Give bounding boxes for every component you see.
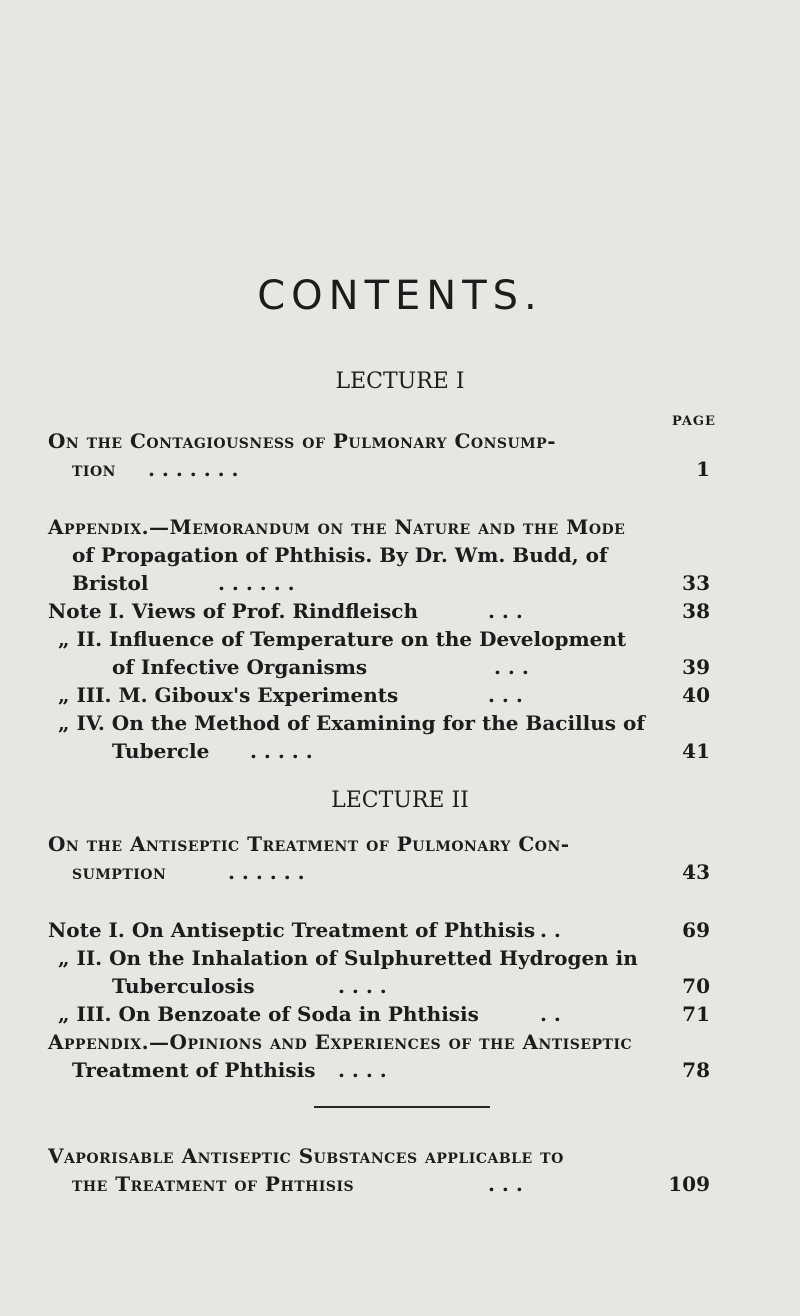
leader-dots: . . . . . . [228, 860, 305, 884]
leader-dots: . . . [494, 655, 529, 679]
toc-entry-text: „ II. On the Inhalation of Sulphuretted Hydrogen in [58, 946, 638, 970]
page-number: 69 [682, 918, 710, 942]
lecture-2-heading: LECTURE II [331, 788, 469, 813]
page-number: 71 [682, 1002, 710, 1026]
toc-entry-text: Bristol [72, 571, 149, 595]
toc-entry-text: Tubercle [112, 739, 210, 763]
page-number: 70 [682, 974, 710, 998]
toc-entry-text: „ II. Influence of Temperature on the Development [58, 627, 627, 651]
page-column-header: PAGE [672, 414, 716, 429]
toc-entry-text: Appendix.—Memorandum on the Nature and the Mode [48, 515, 626, 539]
toc-entry-text: Appendix.—Opinions and Experiences of the Antiseptic [48, 1030, 633, 1054]
leader-dots: . . . . [338, 974, 387, 998]
leader-dots: . . . . [338, 1058, 387, 1082]
leader-dots: . . . . . . . [148, 457, 239, 481]
section-divider [314, 1106, 490, 1108]
toc-entry-text: Tuberculosis [112, 974, 255, 998]
leader-dots: . . . [488, 683, 523, 707]
toc-entry-text: Treatment of Phthisis [72, 1058, 316, 1082]
toc-entry-text: the Treatment of Phthisis [72, 1172, 355, 1196]
leader-dots: . . [540, 1002, 561, 1026]
leader-dots: . . . . . . [218, 571, 295, 595]
page-number: 33 [682, 571, 710, 595]
toc-entry-text: Vaporisable Antiseptic Substances applicable to [48, 1144, 564, 1168]
page-number: 38 [682, 599, 710, 623]
toc-entry-text: „ III. M. Giboux's Experiments [58, 683, 399, 707]
page-number: 1 [696, 457, 710, 481]
page-number: 43 [682, 860, 710, 884]
leader-dots: . . . . . [250, 739, 313, 763]
leader-dots: . . [540, 918, 561, 942]
toc-entry-text: „ III. On Benzoate of Soda in Phthisis [58, 1002, 479, 1026]
lecture-1-heading: LECTURE I [335, 369, 465, 394]
toc-entry-text: tion [72, 457, 116, 481]
page-title: CONTENTS. [257, 273, 543, 319]
toc-entry-text: On the Antiseptic Treatment of Pulmonary Con- [48, 832, 570, 856]
toc-entry-text: of Propagation of Phthisis. By Dr. Wm. Budd, of [72, 543, 608, 567]
page-number: 41 [682, 739, 710, 763]
page-number: 109 [668, 1172, 710, 1196]
toc-entry-text: Note I. On Antiseptic Treatment of Phthisis [48, 918, 536, 942]
toc-entry-text: On the Contagiousness of Pulmonary Consump- [48, 429, 557, 453]
page-number: 40 [682, 683, 710, 707]
page-number: 78 [682, 1058, 710, 1082]
toc-entry-text: „ IV. On the Method of Examining for the Bacillus of [58, 711, 645, 735]
leader-dots: . . . [488, 1172, 523, 1196]
page-number: 39 [682, 655, 710, 679]
toc-entry-text: sumption [72, 860, 167, 884]
toc-entry-text: Note I. Views of Prof. Rindfleisch [48, 599, 418, 623]
toc-entry-text: of Infective Organisms [112, 655, 368, 679]
leader-dots: . . . [488, 599, 523, 623]
